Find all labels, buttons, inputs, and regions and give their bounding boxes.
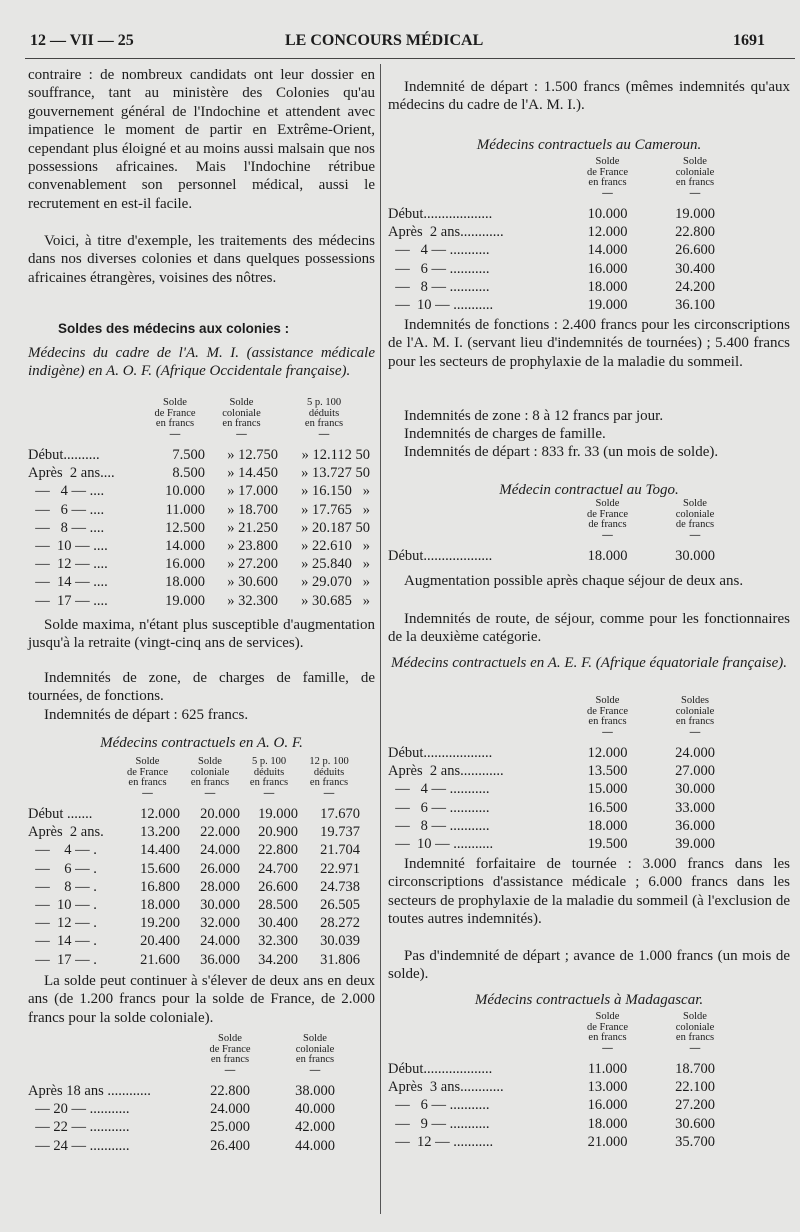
- cell-value: 18.000: [165, 574, 205, 591]
- row-label: — 14 — ....: [28, 574, 108, 591]
- cell-value: 19.000: [165, 592, 205, 609]
- cell-value: 33.000: [675, 799, 715, 816]
- cell-value: » 30.685 »: [301, 592, 370, 609]
- table-row: [28, 896, 360, 914]
- table-row: [388, 547, 740, 565]
- row-label: — 22 — ...........: [28, 1119, 130, 1136]
- column-header: Solde coloniale en francs —: [295, 1033, 335, 1076]
- cell-value: 38.000: [295, 1083, 335, 1099]
- subheading: Médecins contractuels au Cameroun.: [476, 137, 702, 153]
- table-row: [28, 464, 370, 482]
- row-label: — 12 — ....: [28, 556, 108, 573]
- header-rule: [25, 58, 795, 59]
- cell-value: 16.000: [165, 556, 205, 573]
- column-header: [28, 398, 145, 440]
- column-header: [28, 757, 115, 799]
- table-header: [28, 757, 360, 799]
- cell-value: 24.000: [200, 933, 240, 950]
- cell-value: 20.400: [140, 933, 180, 950]
- cell-value: 14.400: [140, 842, 180, 859]
- cell-value: 20.000: [200, 806, 240, 822]
- cell-value: 24.000: [200, 842, 240, 859]
- row-label: Après 2 ans....: [28, 465, 115, 482]
- cell-value: 22.000: [200, 824, 240, 841]
- cell-value: » 17.000: [227, 483, 278, 500]
- table-row: [28, 841, 360, 859]
- cell-value: 28.500: [258, 896, 298, 913]
- cell-value: 18.000: [140, 896, 180, 913]
- row-label: Après 3 ans............: [388, 1079, 504, 1096]
- row-label: — 8 — ....: [28, 519, 105, 536]
- subheading: Médecins contractuels à Madagascar.: [474, 992, 704, 1008]
- paragraph: contraire : de nombreux candidats ont leur dossier en souffrance, tant au ministère des Colonies qu'au gouvernement général de l'Indochine et attendent avec impatience le moment de partir en Extrême-Orient, cependant plus éloigné et au moins aussi malsain que nos possessions africaines. Mais l'Indochine rétribue convenablement son personnel médical, aussi le recrutement en est-il facile.: [28, 67, 375, 212]
- cell-value: » 12.750: [227, 447, 278, 463]
- column-header: Solde coloniale en francs —: [675, 156, 715, 199]
- salary-table-aof-contract: [28, 757, 360, 969]
- table-row: [388, 835, 740, 853]
- table-row: [28, 573, 370, 591]
- cell-value: 12.000: [587, 224, 628, 241]
- table-row: [28, 1100, 360, 1118]
- cell-value: 16.000: [587, 1097, 628, 1114]
- paragraph: La solde peut continuer à s'élever de deux ans en deux ans (de 1.200 francs pour la solde de France, de 2.000 francs pour la solde coloniale).: [28, 973, 375, 1026]
- table-row: [28, 501, 370, 519]
- table-row: [388, 762, 740, 780]
- table-row: [388, 817, 740, 835]
- column-header: Solde de France en francs —: [586, 695, 629, 738]
- column-header: Solde de France de francs —: [586, 498, 629, 541]
- cell-value: 15.600: [140, 860, 180, 877]
- row-label: — 6 — ....: [28, 501, 105, 518]
- paragraph: Indemnités de zone, de charges de famille, de tournées, de fonctions.: [28, 670, 375, 705]
- table-row: [28, 805, 360, 823]
- salary-table-cameroun: [388, 157, 740, 314]
- paragraph: Solde maxima, n'étant plus susceptible d'augmentation jusqu'à la retraite (vingt-cinq ans de services).: [28, 617, 375, 652]
- cell-value: 18.000: [587, 817, 628, 834]
- row-label: — 9 — ...........: [388, 1115, 490, 1132]
- cell-value: 40.000: [295, 1101, 335, 1118]
- cell-value: 7.500: [172, 447, 205, 463]
- cell-value: 19.200: [140, 915, 180, 932]
- table-row: [28, 951, 360, 969]
- paragraph: Indemnités de départ : 625 francs.: [44, 707, 249, 723]
- row-label: — 12 — ...........: [388, 1133, 494, 1150]
- cell-value: 30.400: [258, 915, 298, 932]
- salary-table-aef: [388, 696, 740, 853]
- subheading: Médecin contractuel au Togo.: [499, 482, 679, 498]
- cell-value: » 22.610 »: [301, 537, 370, 554]
- table-row: [388, 205, 740, 223]
- cell-value: » 23.800: [227, 537, 278, 554]
- table-header: [28, 398, 370, 440]
- cell-value: 31.806: [320, 951, 360, 968]
- cell-value: 19.000: [587, 296, 628, 313]
- cell-value: 30.600: [675, 1115, 715, 1132]
- cell-value: 22.800: [210, 1083, 250, 1099]
- cell-value: 30.000: [200, 896, 240, 913]
- table-row: [28, 446, 370, 464]
- cell-value: 32.300: [258, 933, 298, 950]
- column-header: Solde coloniale en francs —: [222, 397, 261, 440]
- paragraph: Augmentation possible après chaque séjour de deux ans.: [404, 573, 744, 589]
- cell-value: » 18.700: [227, 501, 278, 518]
- cell-value: 22.100: [675, 1079, 715, 1096]
- cell-value: 22.971: [320, 860, 360, 877]
- row-label: — 6 — ...........: [388, 799, 490, 816]
- table-row: [28, 1082, 360, 1100]
- row-label: Après 2 ans.: [28, 824, 104, 841]
- table-header: [388, 696, 740, 738]
- cell-value: 36.000: [675, 817, 715, 834]
- cell-value: 26.505: [320, 896, 360, 913]
- column-header: Solde de France en francs —: [586, 1011, 629, 1054]
- column-header: [28, 1034, 190, 1076]
- cell-value: 25.000: [210, 1119, 250, 1136]
- cell-value: 18.000: [587, 548, 628, 564]
- column-rule: [380, 64, 381, 1214]
- table-row: [28, 519, 370, 537]
- table-header: [388, 499, 740, 541]
- table-row: [388, 260, 740, 278]
- row-label: — 10 — .: [28, 896, 97, 913]
- column-header: [388, 1012, 565, 1054]
- row-label: Après 18 ans ............: [28, 1083, 151, 1099]
- salary-table-togo: [388, 499, 740, 565]
- row-label: — 6 — .: [28, 860, 97, 877]
- cell-value: » 14.450: [227, 465, 278, 482]
- cell-value: 18.000: [587, 1115, 628, 1132]
- cell-value: 12.000: [140, 806, 180, 822]
- header-date: 12 — VII — 25: [30, 32, 134, 49]
- cell-value: 26.400: [210, 1137, 250, 1154]
- table-row: [28, 482, 370, 500]
- row-label: Début...................: [388, 548, 493, 564]
- cell-value: 26.000: [200, 860, 240, 877]
- row-label: — 4 — ....: [28, 483, 105, 500]
- cell-value: » 21.250: [227, 519, 278, 536]
- paragraph: Indemnités de zone : 8 à 12 francs par jour.: [404, 408, 664, 424]
- cell-value: 39.000: [675, 835, 715, 852]
- table-row: [388, 1060, 740, 1078]
- table-row: [388, 278, 740, 296]
- cell-value: 22.800: [258, 842, 298, 859]
- salary-table-aof-ami: [28, 398, 370, 610]
- table-header: [388, 1012, 740, 1054]
- cell-value: 32.000: [200, 915, 240, 932]
- row-label: Après 2 ans............: [388, 224, 504, 241]
- cell-value: 14.000: [587, 242, 628, 259]
- table-row: [388, 780, 740, 798]
- row-label: — 4 — .: [28, 842, 97, 859]
- table-row: [28, 1118, 360, 1136]
- paragraph: Indemnités de route, de séjour, comme pour les fonctionnaires de la deuxième catégorie.: [388, 611, 790, 646]
- cell-value: » 16.150 »: [301, 483, 370, 500]
- cell-value: » 27.200: [227, 556, 278, 573]
- row-label: Début...................: [388, 206, 493, 222]
- table-row: [388, 241, 740, 259]
- column-header: Solde de France en francs —: [154, 397, 196, 440]
- cell-value: 44.000: [295, 1137, 335, 1154]
- row-label: — 17 — ....: [28, 592, 108, 609]
- table-row: [28, 1137, 360, 1155]
- row-label: — 10 — ...........: [388, 296, 494, 313]
- column-header: Solde coloniale de francs —: [675, 498, 715, 541]
- cell-value: 24.738: [320, 878, 360, 895]
- table-row: [28, 555, 370, 573]
- table-row: [28, 878, 360, 896]
- cell-value: 28.000: [200, 878, 240, 895]
- cell-value: » 29.070 »: [301, 574, 370, 591]
- row-label: Début..........: [28, 447, 100, 463]
- row-label: — 10 — ...........: [388, 835, 494, 852]
- cell-value: 19.500: [587, 835, 628, 852]
- cell-value: 16.500: [587, 799, 628, 816]
- row-label: Après 2 ans............: [388, 763, 504, 780]
- subheading: Médecins contractuels en A. E. F. (Afrique équatoriale française).: [390, 655, 788, 671]
- table-row: [388, 1096, 740, 1114]
- column-header: Solde coloniale en francs —: [675, 1011, 715, 1054]
- table-row: [388, 1078, 740, 1096]
- cell-value: 19.000: [258, 806, 298, 822]
- cell-value: 27.000: [675, 763, 715, 780]
- row-label: — 4 — ...........: [388, 781, 490, 798]
- paragraph: Indemnité forfaitaire de tournée : 3.000 francs dans les circonscriptions d'assistance médicale ; 6.000 francs dans les secteurs de prophylaxie de la maladie du sommeil (à l'exclusion de toutes autres indemnités).: [388, 856, 790, 928]
- table-row: [28, 932, 360, 950]
- cell-value: 34.200: [258, 951, 298, 968]
- table-row: [28, 914, 360, 932]
- cell-value: 21.704: [320, 842, 360, 859]
- cell-value: 8.500: [172, 465, 205, 482]
- cell-value: 13.200: [140, 824, 180, 841]
- table-row: [28, 860, 360, 878]
- column-header: Solde coloniale en francs —: [190, 756, 230, 799]
- cell-value: 18.700: [675, 1061, 715, 1077]
- paragraph: Indemnité de départ : 1.500 francs (mêmes indemnités qu'aux médecins du cadre de l'A. M. I.).: [388, 79, 790, 114]
- table-header: [388, 157, 740, 199]
- cell-value: 12.500: [165, 519, 205, 536]
- column-header: 12 p. 100 déduits en francs —: [309, 756, 349, 799]
- cell-value: » 12.112 50: [301, 447, 370, 463]
- column-header: Solde de France en francs —: [126, 756, 169, 799]
- cell-value: 16.000: [587, 260, 628, 277]
- section-heading: Soldes des médecins aux colonies :: [58, 321, 290, 336]
- cell-value: 28.272: [320, 915, 360, 932]
- cell-value: 15.000: [587, 781, 628, 798]
- paragraph: Voici, à titre d'exemple, les traitements des médecins dans nos diverses colonies et dans quelques possessions africaines étrangères, voisines des nôtres.: [28, 233, 375, 286]
- row-label: — 8 — ...........: [388, 817, 490, 834]
- column-header: Soldes coloniale en francs —: [675, 695, 715, 738]
- cell-value: 20.900: [258, 824, 298, 841]
- cell-value: 11.000: [165, 501, 205, 518]
- table-row: [28, 592, 370, 610]
- table-row: [388, 744, 740, 762]
- cell-value: 24.000: [210, 1101, 250, 1118]
- cell-value: 10.000: [165, 483, 205, 500]
- cell-value: 24.000: [675, 745, 715, 761]
- cell-value: 24.700: [258, 860, 298, 877]
- cell-value: 30.000: [675, 548, 715, 564]
- column-header: Solde de France en francs —: [586, 156, 629, 199]
- page-number: 1691: [733, 32, 765, 49]
- table-header: [28, 1034, 360, 1076]
- cell-value: 21.000: [587, 1133, 628, 1150]
- cell-value: » 17.765 »: [301, 501, 370, 518]
- cell-value: 13.500: [587, 763, 628, 780]
- salary-table-aof-later: [28, 1034, 360, 1155]
- cell-value: 16.800: [140, 878, 180, 895]
- row-label: — 10 — ....: [28, 537, 108, 554]
- cell-value: 21.600: [140, 951, 180, 968]
- cell-value: 26.600: [258, 878, 298, 895]
- cell-value: 30.000: [675, 781, 715, 798]
- row-label: — 6 — ...........: [388, 260, 490, 277]
- cell-value: 27.200: [675, 1097, 715, 1114]
- cell-value: 36.000: [200, 951, 240, 968]
- cell-value: 35.700: [675, 1133, 715, 1150]
- cell-value: 30.039: [320, 933, 360, 950]
- row-label: Début...................: [388, 745, 493, 761]
- row-label: — 24 — ...........: [28, 1137, 130, 1154]
- column-header: Solde de France en francs —: [209, 1033, 251, 1076]
- table-row: [388, 296, 740, 314]
- row-label: — 6 — ...........: [388, 1097, 490, 1114]
- cell-value: » 25.840 »: [301, 556, 370, 573]
- row-label: Début...................: [388, 1061, 493, 1077]
- journal-title: LE CONCOURS MÉDICAL: [285, 32, 484, 49]
- cell-value: » 13.727 50: [301, 465, 370, 482]
- row-label: — 4 — ...........: [388, 242, 490, 259]
- cell-value: 13.000: [587, 1079, 628, 1096]
- subheading: Médecins contractuels en A. O. F.: [100, 735, 303, 751]
- cell-value: 22.800: [675, 224, 715, 241]
- row-label: — 8 — .: [28, 878, 97, 895]
- row-label: Début .......: [28, 806, 93, 822]
- cell-value: » 32.300: [227, 592, 278, 609]
- cell-value: 19.000: [675, 206, 715, 222]
- table-row: [388, 223, 740, 241]
- cell-value: 19.737: [320, 824, 360, 841]
- column-header: 5 p. 100 déduits en francs —: [304, 397, 344, 440]
- table-row: [28, 823, 360, 841]
- row-label: — 17 — .: [28, 951, 97, 968]
- cell-value: 24.200: [675, 278, 715, 295]
- row-label: — 12 — .: [28, 915, 97, 932]
- cell-value: 11.000: [587, 1061, 628, 1077]
- row-label: — 8 — ...........: [388, 278, 490, 295]
- cell-value: 36.100: [675, 296, 715, 313]
- table-row: [388, 799, 740, 817]
- paragraph: Pas d'indemnité de départ ; avance de 1.000 francs (un mois de solde).: [388, 948, 790, 983]
- cell-value: 14.000: [165, 537, 205, 554]
- column-header: 5 p. 100 déduits en francs —: [249, 756, 289, 799]
- cell-value: 42.000: [295, 1119, 335, 1136]
- cell-value: 26.600: [675, 242, 715, 259]
- cell-value: » 20.187 50: [301, 519, 370, 536]
- subheading: Médecins du cadre de l'A. M. I. (assistance médicale indigène) en A. O. F. (Afrique Occidentale française).: [28, 345, 375, 380]
- cell-value: 30.400: [675, 260, 715, 277]
- table-row: [388, 1133, 740, 1151]
- column-header: [388, 499, 565, 541]
- cell-value: » 30.600: [227, 574, 278, 591]
- cell-value: 18.000: [587, 278, 628, 295]
- table-row: [388, 1115, 740, 1133]
- paragraph: Indemnités de départ : 833 fr. 33 (un mois de solde).: [404, 444, 719, 460]
- paragraph: Indemnités de fonctions : 2.400 francs pour les circonscriptions de l'A. M. I. (servant lieu d'indemnités de tournées) ; 5.400 francs pour les secteurs de prophylaxie de la maladie du sommeil.: [388, 317, 790, 370]
- cell-value: 17.670: [320, 806, 360, 822]
- column-header: [388, 696, 565, 738]
- cell-value: 10.000: [587, 206, 628, 222]
- column-header: [388, 157, 565, 199]
- salary-table-madagascar: [388, 1012, 740, 1151]
- cell-value: 12.000: [587, 745, 628, 761]
- row-label: — 20 — ...........: [28, 1101, 130, 1118]
- paragraph: Indemnités de charges de famille.: [404, 426, 606, 442]
- row-label: — 14 — .: [28, 933, 97, 950]
- table-row: [28, 537, 370, 555]
